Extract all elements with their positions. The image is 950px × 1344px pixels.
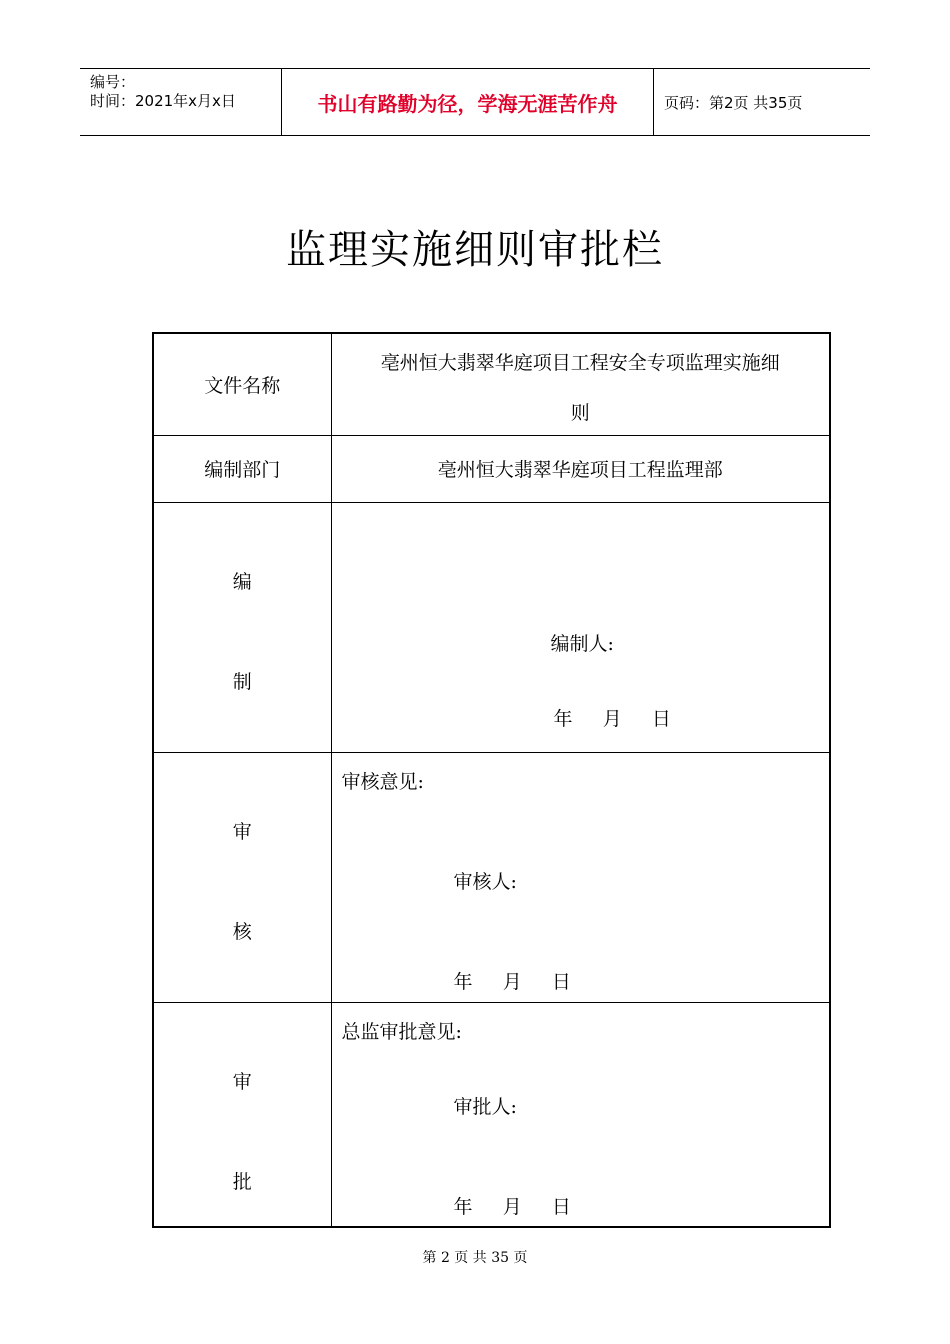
review-content — [331, 752, 830, 1002]
approval-form-table — [152, 332, 831, 1228]
compile-content — [331, 502, 830, 752]
approve-label — [153, 1002, 331, 1227]
department-value: 亳州恒大翡翠华庭项目工程监理部 — [331, 435, 830, 502]
file-name-label: 文件名称 — [153, 333, 331, 435]
document-number-label: 编号： — [90, 73, 136, 91]
document-time: 时间：2021年x月x日 — [90, 92, 236, 110]
file-name-line1: 亳州恒大翡翠华庭项目工程安全专项监理实施细 — [380, 352, 780, 374]
approver-field: 审批人: — [453, 1095, 517, 1118]
header-page-info: 页码：第2页 共35页 — [664, 93, 803, 112]
reviewer-field: 审核人: — [453, 870, 517, 893]
approve-label-char2: 批 — [232, 1170, 252, 1193]
review-label-char2: 核 — [232, 920, 252, 943]
approve-label-char1: 审 — [232, 1070, 252, 1093]
compiler-field: 编制人: — [550, 632, 614, 655]
page-title: 监理实施细则审批栏 — [286, 227, 664, 273]
approve-content — [331, 1002, 830, 1227]
file-name-row — [153, 333, 830, 435]
header-motto: 书山有路勤为径，学海无涯苦作舟 — [282, 69, 654, 135]
file-name-line2: 则 — [570, 402, 590, 424]
review-opinion-label: 审核意见: — [341, 770, 424, 793]
page-footer: 第 2 页 共 35 页 — [422, 1250, 528, 1266]
review-row — [153, 752, 830, 1002]
approve-date-field: 年 月 日 — [453, 1195, 571, 1218]
compile-label-char2: 制 — [232, 670, 252, 693]
approve-row — [153, 1002, 830, 1227]
compile-label-char1: 编 — [232, 570, 252, 593]
department-label: 编制部门 — [153, 435, 331, 502]
page-header — [80, 68, 870, 136]
file-name-value — [331, 333, 830, 435]
approve-opinion-label: 总监审批意见: — [341, 1020, 462, 1043]
review-label — [153, 752, 331, 1002]
review-date-field: 年 月 日 — [453, 970, 571, 993]
review-label-char1: 审 — [232, 820, 252, 843]
department-row — [153, 435, 830, 502]
header-meta — [80, 69, 282, 135]
compile-date-field: 年 月 日 — [553, 707, 671, 730]
compile-label — [153, 502, 331, 752]
compile-row — [153, 502, 830, 752]
